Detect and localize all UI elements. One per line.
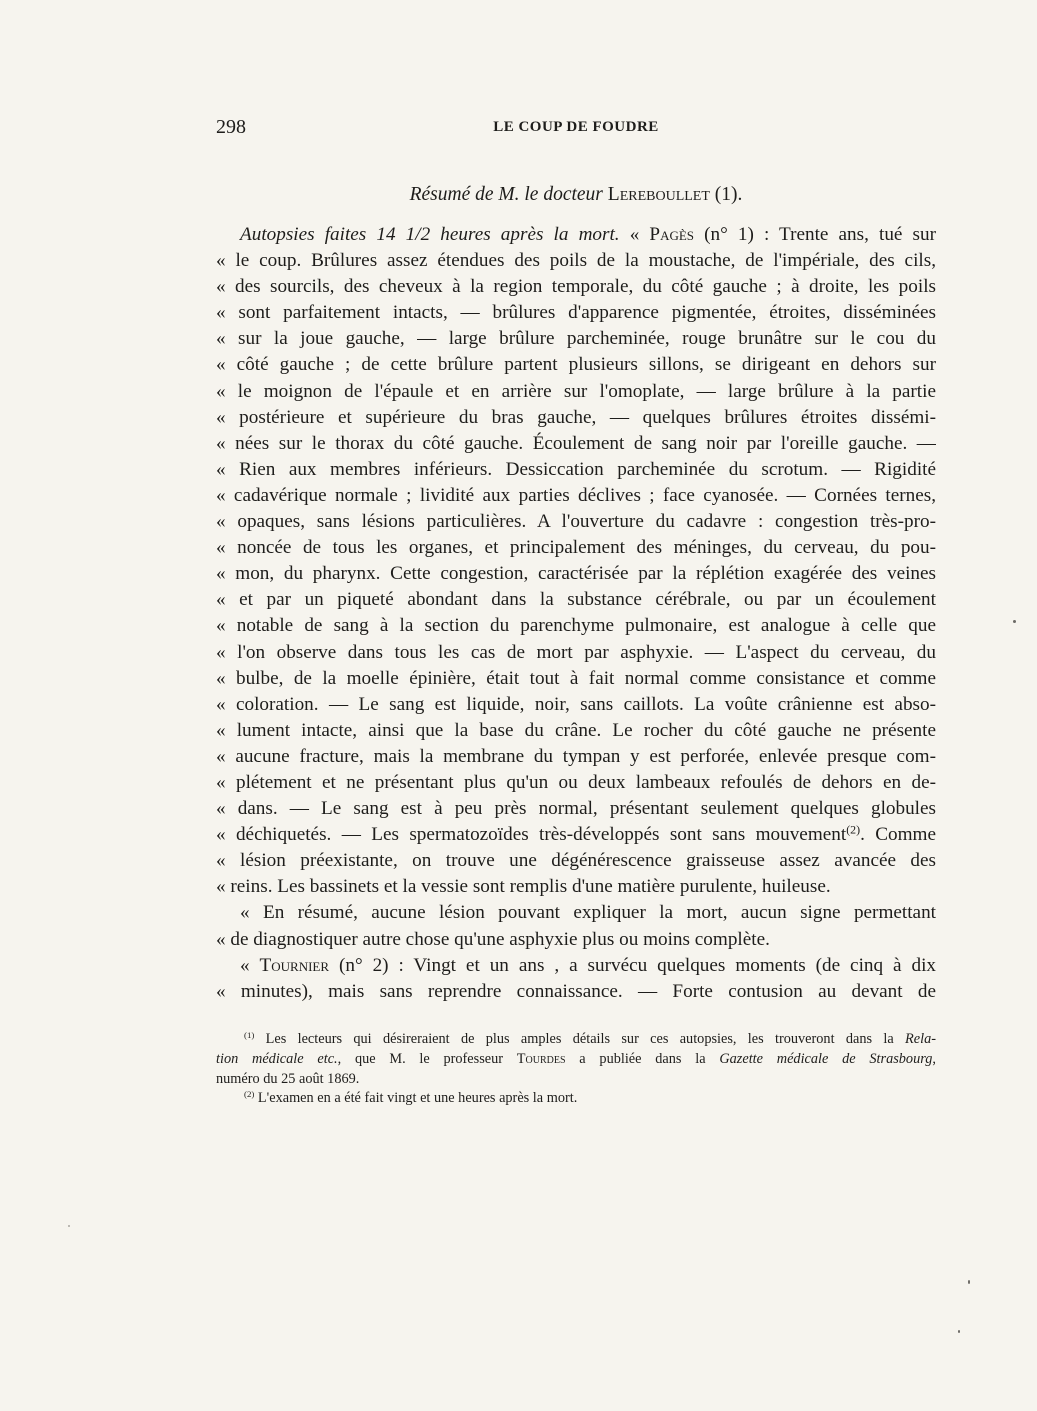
paragraph-line: « et par un piqueté abondant dans la substance cérébrale, ou par un écoulement — [216, 589, 936, 611]
section-title-name: Lereboullet — [607, 184, 710, 205]
paper-speck — [1013, 620, 1016, 623]
paragraph-line — [216, 953, 936, 979]
line-text: (n° 1) : Trente ans, tué sur — [694, 224, 936, 245]
footnote-1-line: numéro du 25 août 1869. — [216, 1070, 360, 1087]
paragraph-line — [216, 822, 936, 848]
paragraph-line: « aucune fracture, mais la membrane du tympan y est perforée, enlevée presque com- — [216, 745, 936, 767]
footnote-text: , que M. le professeur — [337, 1050, 517, 1067]
page-header — [216, 116, 936, 142]
footnote-2-line — [216, 1089, 936, 1109]
paragraph-line: « opaques, sans lésions particulières. A l'ouverture du cadavre : congestion très-pro- — [216, 511, 936, 533]
line-text: . Comme — [860, 824, 936, 846]
paragraph-line — [216, 222, 936, 248]
page-number: 298 — [216, 116, 246, 138]
paragraph-line: « dans. — Le sang est à peu près normal, présentant seulement quelques globules — [216, 798, 936, 820]
paragraph-line: « lésion préexistante, on trouve une dégénérescence graisseuse assez avancée des — [216, 850, 936, 872]
paragraph-line: « En résumé, aucune lésion pouvant expliquer la mort, aucun signe permettant — [240, 902, 936, 924]
paragraph-line: « cadavérique normale ; lividité aux parties déclives ; face cyanosée. — Cornées ternes, — [216, 484, 936, 506]
line-text: (n° 2) : Vingt et un ans , a survécu quelques moments (de cinq à dix — [329, 954, 936, 976]
paragraph-line: « postérieure et supérieure du bras gauche, — quelques brûlures étroites dissémi- — [216, 406, 936, 428]
section-title-note: (1). — [714, 184, 743, 205]
paragraph-line: « des sourcils, des cheveux à la region temporale, du côté gauche ; à droite, les poils — [216, 276, 936, 298]
paper-speck — [968, 1280, 970, 1284]
footnote-italic: Rela- — [905, 1031, 936, 1047]
footnotes — [216, 1030, 936, 1109]
paragraph-line: « Rien aux membres inférieurs. Dessiccation parcheminée du scrotum. — Rigidité — [216, 458, 936, 480]
paragraph-line: « sont parfaitement intacts, — brûlures d'apparence pigmentée, étroites, disséminées — [216, 302, 936, 324]
professor-name: Tourdes — [516, 1050, 566, 1067]
paragraph-line: « sur la joue gauche, — large brûlure parcheminée, rouge brunâtre sur le cou du — [216, 328, 936, 350]
paragraph-line: « nées sur le thorax du côté gauche. Écoulement de sang noir par l'oreille gauche. — — [216, 432, 936, 454]
paragraph-line: « noncée de tous les organes, et principalement des méninges, du cerveau, du pou- — [216, 537, 936, 559]
paragraph-line: « minutes), mais sans reprendre connaissance. — Forte contusion au devant de — [216, 980, 936, 1002]
paragraph-line: « côté gauche ; de cette brûlure partent plusieurs sillons, se dirigeant en dehors sur — [216, 354, 936, 376]
quote-mark: « — [629, 224, 650, 245]
running-title: LE COUP DE FOUDRE — [493, 119, 659, 135]
footnote-mark: (1) — [244, 1030, 255, 1041]
footnote-text: a publiée dans la — [565, 1050, 720, 1067]
footnote-text: , — [932, 1050, 936, 1067]
footnote-1-line — [216, 1030, 936, 1050]
footnote-mark: (2) — [244, 1089, 255, 1100]
footnote-text: Les lecteurs qui désireraient de plus amples détails sur ces autopsies, les trouveront dans la — [254, 1031, 906, 1047]
paragraph-line: « lument intacte, ainsi que la base du crâne. Le rocher du côté gauche ne présente — [216, 719, 936, 741]
paper-speck — [958, 1330, 960, 1333]
paragraph-line: « bulbe, de la moelle épinière, était tout à fait normal comme consistance et comme — [216, 667, 936, 689]
section-title — [216, 184, 936, 206]
paragraph-line: « plétement et ne présentant plus qu'un ou deux lambeaux refoulés de dehors en de- — [216, 771, 936, 793]
paragraph-line: « mon, du pharynx. Cette congestion, caractérisée par la réplétion exagérée des veines — [216, 563, 936, 585]
line-text: « déchiquetés. — Les spermatozoïdes très-développés sont sans mouvement — [216, 824, 847, 846]
journal-title: Gazette médicale de Strasbourg — [719, 1050, 933, 1067]
quote-mark: « — [240, 954, 260, 976]
paragraph-line: « de diagnostiquer autre chose qu'une asphyxie plus ou moins complète. — [216, 928, 770, 950]
body-text — [216, 222, 936, 1005]
paragraph-line: « le moignon de l'épaule et en arrière sur l'omoplate, — large brûlure à la partie — [216, 380, 936, 402]
paragraph-line: « reins. Les bassinets et la vessie sont remplis d'une matière purulente, huileuse. — [216, 876, 831, 898]
footnote-ref: (2) — [846, 822, 861, 837]
subject-name: Tournier — [259, 954, 330, 976]
paper-speck — [68, 1225, 70, 1227]
footnote-italic: tion médicale etc. — [216, 1050, 338, 1067]
paragraph-line: « le coup. Brûlures assez étendues des poils de la moustache, de l'impériale, des cils, — [216, 250, 936, 272]
paragraph-line: « coloration. — Le sang est liquide, noir, sans caillots. La voûte crânienne est abso- — [216, 693, 936, 715]
footnote-text: L'examen en a été fait vingt et une heures après la mort. — [254, 1090, 578, 1107]
section-title-prefix: Résumé de M. le docteur — [409, 184, 603, 205]
paragraph-line: « l'on observe dans tous les cas de mort par asphyxie. — L'aspect du cerveau, du — [216, 641, 936, 663]
subject-name: Pagès — [649, 224, 695, 245]
autopsy-heading: Autopsies faites 14 1/2 heures après la mort. — [240, 224, 620, 245]
paragraph-line: « notable de sang à la section du parenchyme pulmonaire, est analogue à celle que — [216, 615, 936, 637]
footnote-1-line — [216, 1050, 936, 1070]
